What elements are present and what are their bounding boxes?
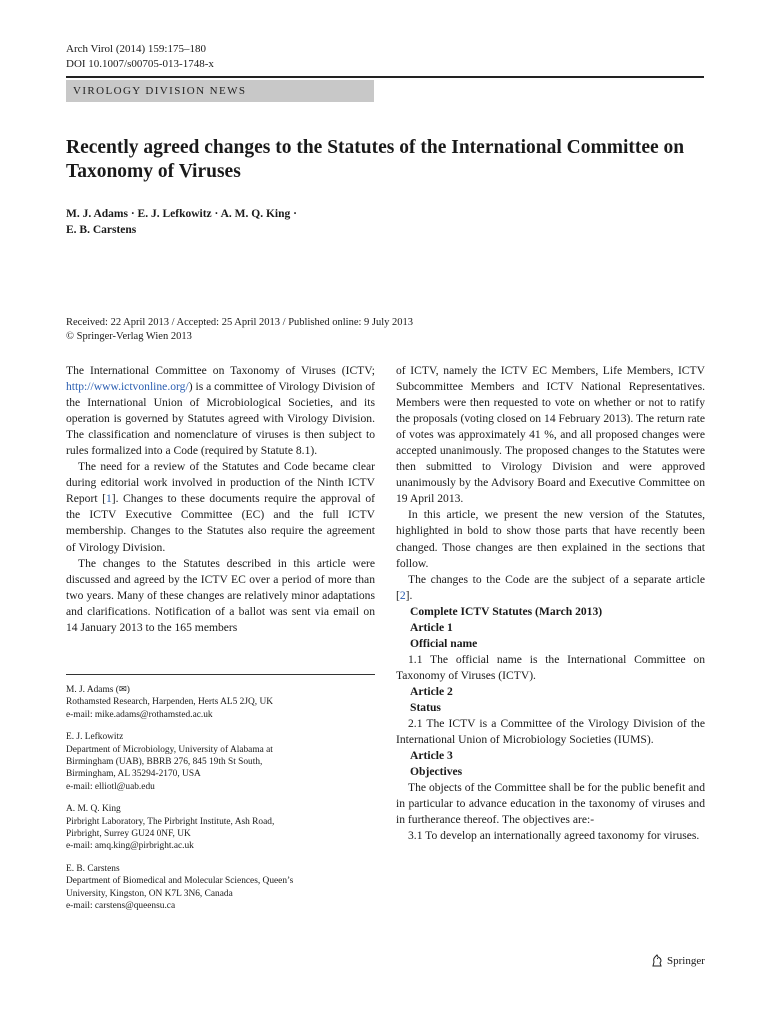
affiliation-king	[66, 803, 375, 853]
affiliation-line: Department of Biomedical and Molecular Sciences, Queen’s	[66, 876, 294, 887]
paragraph: of ICTV, namely the ICTV EC Members, Life Members, ICTV Subcommittee Members and ICTV National Representatives. Members were then requested to vote on whether or not to ratify the proposals (voting closed on 14 February 2013). The return rate of votes was approximately 41 %, and all proposed changes were accepted unanimously. The proposed changes to the Statutes were then submitted to Virology Division and were approved unanimously by the Advisory Board and Executive Committee on 19 April 2013.	[396, 364, 705, 506]
reference-link-1[interactable]: 1	[105, 492, 112, 506]
article-2-heading: Article 2	[410, 684, 453, 698]
right-column	[396, 363, 705, 844]
affiliation-line: Birmingham (UAB), BBRB 276, 845 19th St South,	[66, 757, 263, 768]
section-label: VIROLOGY DIVISION NEWS	[66, 80, 374, 102]
affiliation-name: E. J. Lefkowitz	[66, 732, 124, 743]
paragraph	[396, 572, 705, 604]
affiliation-name: M. J. Adams (✉)	[66, 685, 130, 695]
publisher-name: Springer	[667, 955, 705, 967]
springer-horse-icon	[650, 954, 664, 968]
copyright-line: © Springer-Verlag Wien 2013	[66, 331, 192, 342]
ictv-link[interactable]: http://www.ictvonline.org/	[66, 380, 189, 394]
affiliation-line: Department of Microbiology, University of Alabama at	[66, 744, 273, 755]
dates-line: Received: 22 April 2013 / Accepted: 25 April 2013 / Published online: 9 July 2013	[66, 317, 414, 328]
affiliation-name: E. B. Carstens	[66, 863, 120, 874]
paragraph: The changes to the Statutes described in this article were discussed and agreed by the ICTV EC over a period of more than two years. Many of these changes are relatively minor adaptations and clarifications. Notification of a ballot was sent via email on 14 January 2013 to the 165 members	[66, 556, 375, 634]
authors-line-2: E. B. Carstens	[66, 224, 137, 236]
header-rule	[66, 76, 704, 78]
affiliation-rule	[66, 674, 375, 675]
article-2-title: Status	[410, 700, 441, 714]
journal-reference	[66, 42, 214, 72]
article-title: Recently agreed changes to the Statutes of the International Committee on Taxonomy of Viruses	[66, 137, 685, 182]
statutes-heading: Complete ICTV Statutes (March 2013)	[410, 604, 603, 618]
text: ].	[405, 588, 413, 602]
article-3-title: Objectives	[410, 765, 463, 779]
affiliation-line: Pirbright, Surrey GU24 0NF, UK	[66, 829, 191, 840]
authors-line-1: M. J. Adams · E. J. Lefkowitz · A. M. Q. King ·	[66, 208, 297, 220]
paragraph	[66, 363, 375, 459]
affiliation-line: Rothamsted Research, Harpenden, Herts AL5 2JQ, UK	[66, 697, 273, 708]
affiliations	[66, 684, 375, 923]
paragraph	[66, 459, 375, 555]
article-1-title: Official name	[410, 636, 478, 650]
article-2-text: 2.1 The ICTV is a Committee of the Virology Division of the International Union of Microbiology Societies (IUMS).	[396, 717, 705, 747]
affiliation-carstens	[66, 863, 375, 913]
author-list	[66, 206, 466, 238]
publisher-logo	[650, 954, 705, 968]
text: The changes to the Code are the subject of a separate article [	[396, 572, 705, 602]
affiliation-adams	[66, 684, 375, 721]
affiliation-email[interactable]: e-mail: mike.adams@rothamsted.ac.uk	[66, 709, 213, 720]
article-1-heading: Article 1	[410, 620, 453, 634]
article-3-heading: Article 3	[410, 749, 453, 763]
text: ]. Changes to these documents require the approval of the ICTV Executive Committee (EC) and the full ICTV membership. Changes to the Statutes also require the agreement of Virology Division.	[66, 492, 375, 554]
left-column	[66, 363, 375, 636]
publication-dates	[66, 316, 413, 344]
article-1-text: 1.1 The official name is the International Committee on Taxonomy of Viruses (ICTV).	[396, 652, 705, 682]
article-3-1-text: 3.1 To develop an internationally agreed taxonomy for viruses.	[408, 829, 700, 843]
paragraph: In this article, we present the new version of the Statutes, highlighted in bold to show those parts that have recently been changed. Those changes are then explained in the sections that follow.	[396, 508, 705, 570]
affiliation-email[interactable]: e-mail: elliotl@uab.edu	[66, 781, 155, 792]
article-3-text: The objects of the Committee shall be for the public benefit and in particular to advance education in the taxonomy of viruses and in furtherance thereof. The objectives are:-	[396, 781, 705, 827]
text: ) is a committee of Virology Division of the International Union of Microbiological Societies, and its operation is governed by Statutes agreed with Virology Division. The classification and nomenclature of viruses is then subject to rules formalized into a Code (required by Statute 8.1).	[66, 380, 375, 458]
text: The International Committee on Taxonomy of Viruses (ICTV;	[66, 364, 375, 377]
doi: DOI 10.1007/s00705-013-1748-x	[66, 58, 214, 70]
journal-citation: Arch Virol (2014) 159:175–180	[66, 43, 206, 55]
affiliation-line: Birmingham, AL 35294-2170, USA	[66, 769, 201, 780]
affiliation-lefkowitz	[66, 731, 375, 793]
affiliation-email[interactable]: e-mail: amq.king@pirbright.ac.uk	[66, 841, 194, 852]
affiliation-line: Pirbright Laboratory, The Pirbright Institute, Ash Road,	[66, 816, 275, 827]
reference-link-2[interactable]: 2	[399, 588, 406, 602]
affiliation-line: University, Kingston, ON K7L 3N6, Canada	[66, 888, 233, 899]
text: The need for a review of the Statutes and Code became clear during editorial work involved in production of the Ninth ICTV Report [	[66, 460, 375, 506]
affiliation-name: A. M. Q. King	[66, 804, 121, 815]
affiliation-email[interactable]: e-mail: carstens@queensu.ca	[66, 901, 176, 912]
